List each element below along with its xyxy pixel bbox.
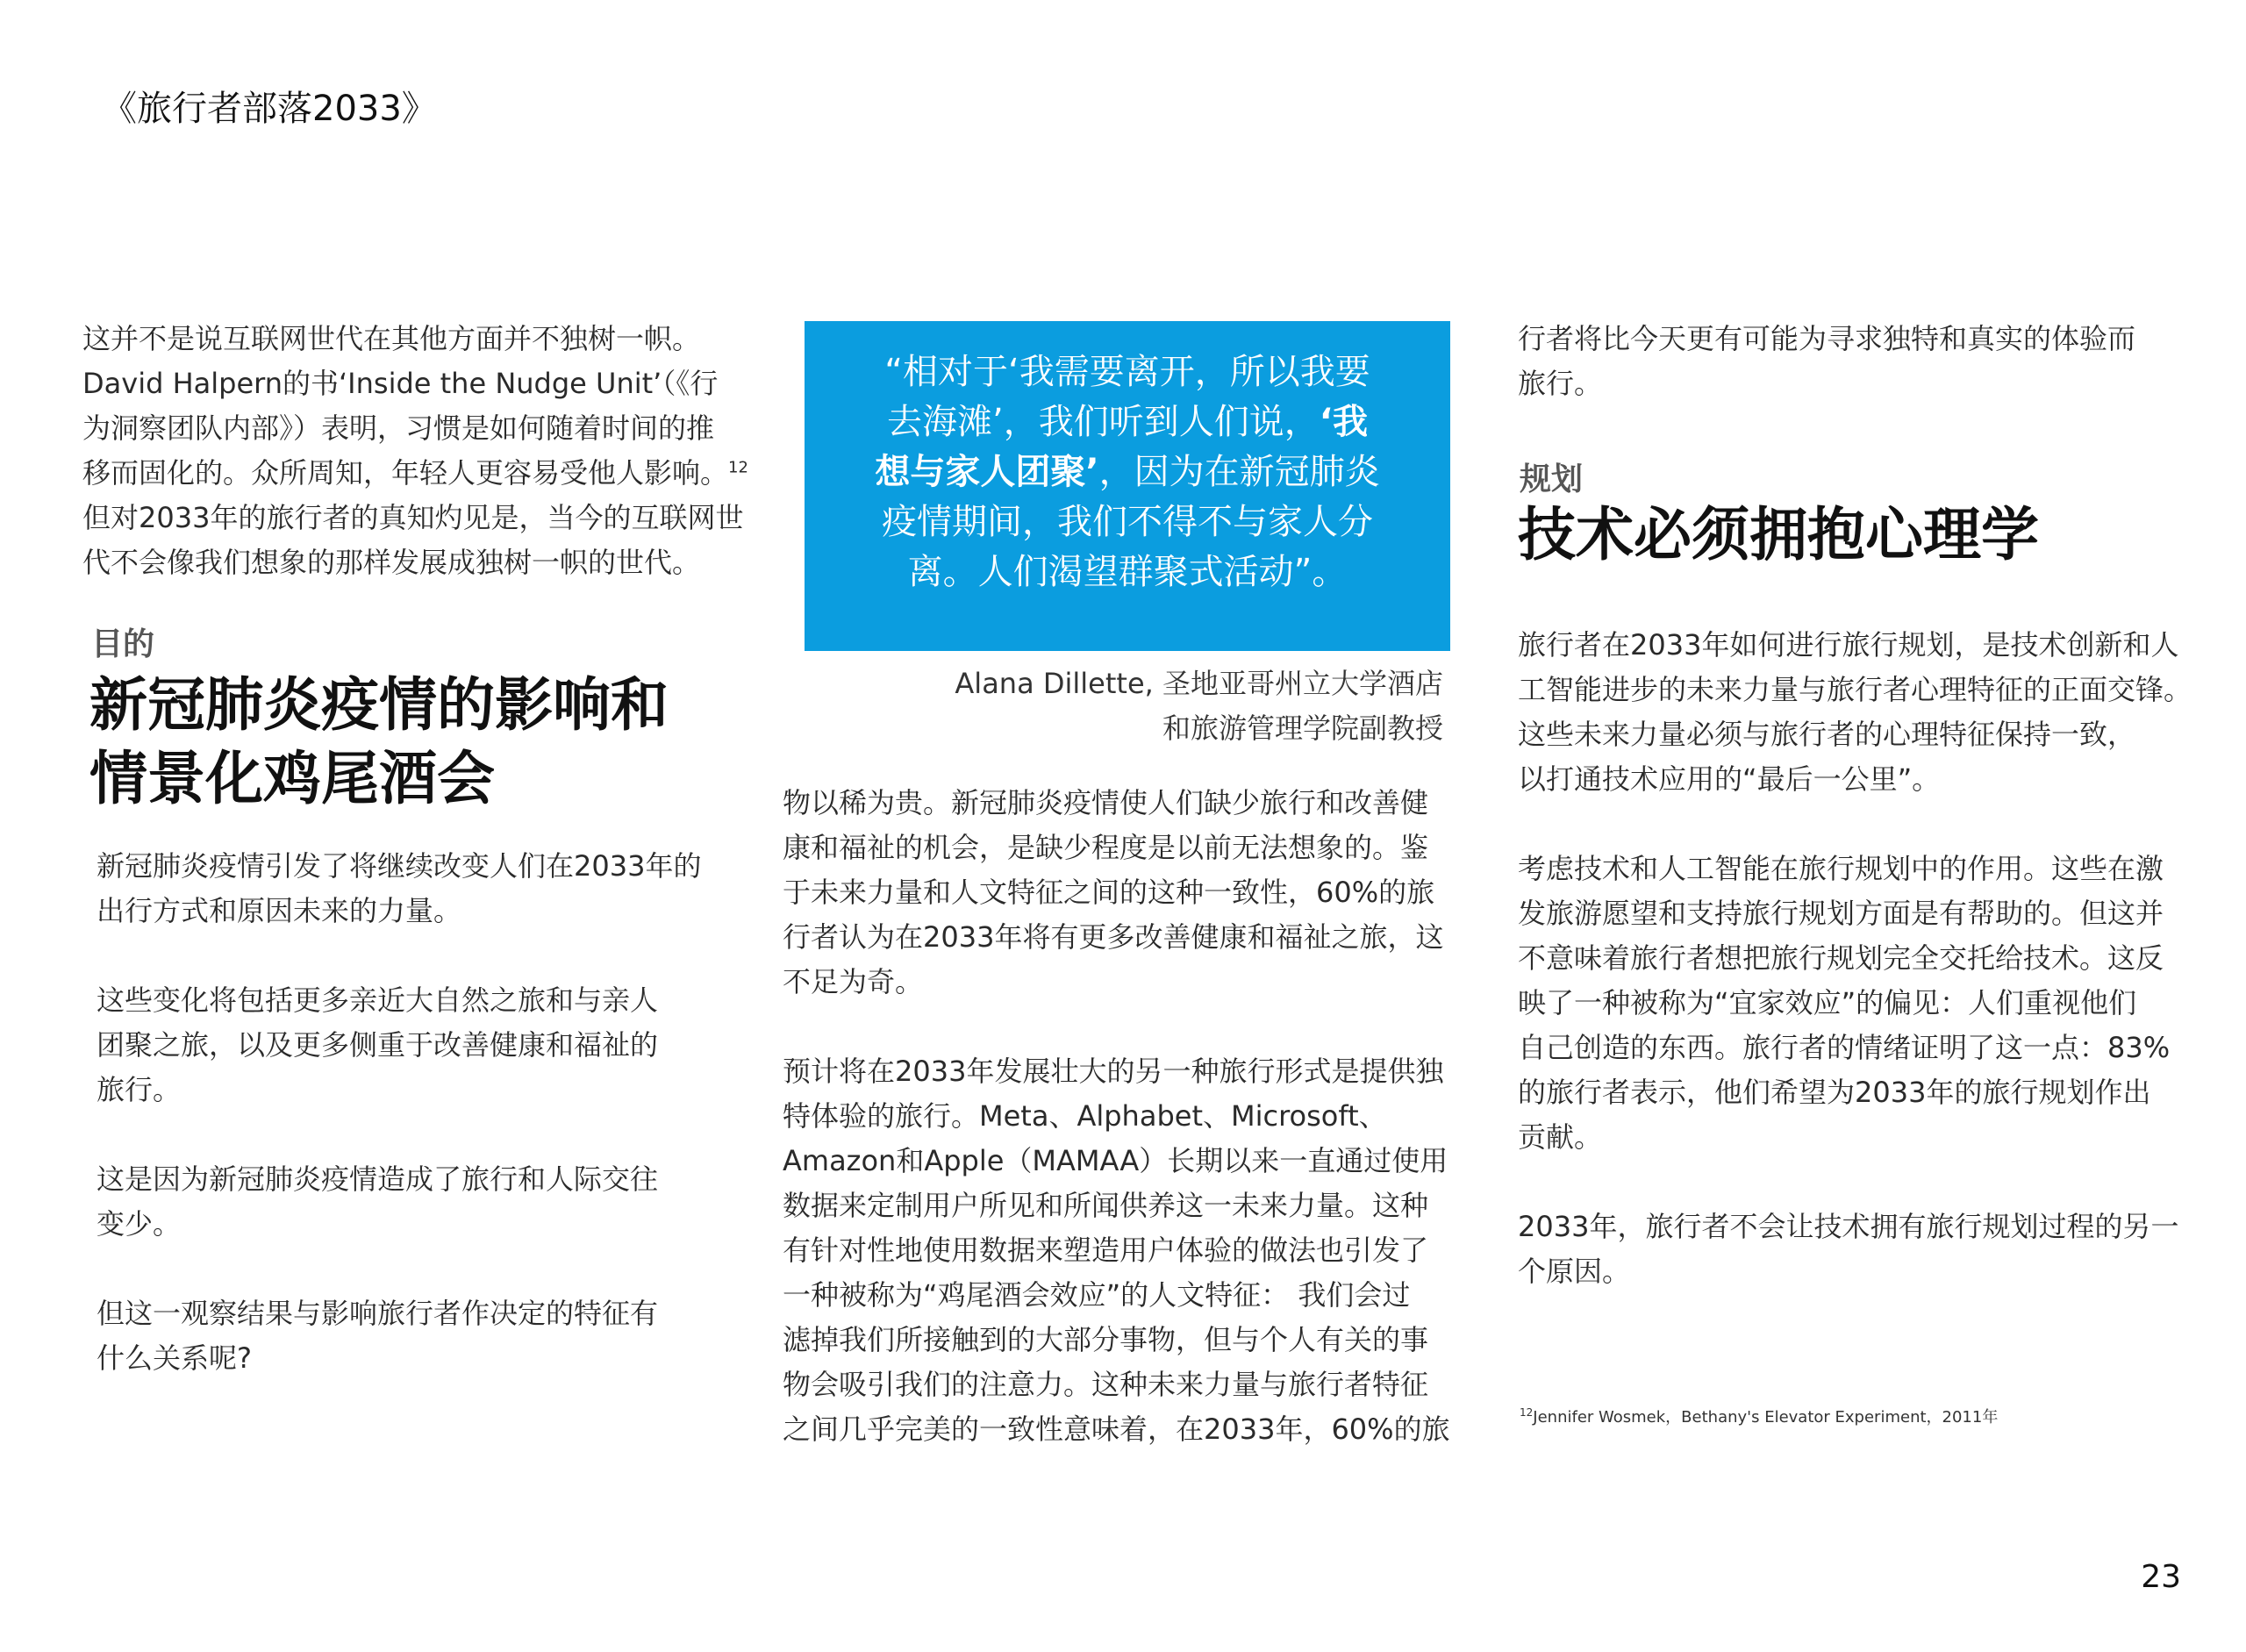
left-intro xyxy=(82,317,758,585)
footnote-number: 12 xyxy=(1520,1406,1534,1419)
quote-line: 去海滩’，我们听到人们说，‘我 xyxy=(887,402,1368,442)
section-label-purpose: 目的 xyxy=(91,626,155,662)
quote-line: 离。人们渴望群聚式活动”。 xyxy=(907,552,1348,592)
footnote-reference[interactable]: 12 xyxy=(728,458,748,477)
section-heading-tech: 技术必须拥抱心理学 xyxy=(1518,501,2039,569)
section-heading-covid: 新冠肺炎疫情的影响和 情景化鸡尾酒会 xyxy=(89,671,669,812)
middle-body: 物以稀为贵。新冠肺炎疫情使人们缺少旅行和改善健 康和福祉的机会，是缺少程度是以前无法想象的。鉴 于未来力量和人文特征之间的这种一致性，60%的旅 行者认为在2033年将有更多改善健康和福祉之旅，这 不足为奇。 预计将在2033年发展壮大的另一种旅行形式是提供独 特体验的旅行。Meta、Alphabet、Microsoft、 Amazon和Apple（MAMAA）长期以来一直通过使用 数据来定制用户所见和所闻供养这一未来力量。这种 有针对性地使用数据来塑造用户体验的做法也引发了 一种被称为“鸡尾酒会效应”的人文特征： 我们会过 滤掉我们所接触到的大部分事物，但与个人有关的事 物会吸引我们的注意力。这种未来力量与旅行者特征 之间几乎完美的一致性意味着，在2033年，60%的旅 xyxy=(783,786,1450,1446)
left-body: 新冠肺炎疫情引发了将继续改变人们在2033年的 出行方式和原因未来的力量。 这些变化将包括更多亲近大自然之旅和与亲人 团聚之旅，以及更多侧重于改善健康和福祉的 旅行。 这是因为新冠肺炎疫情造成了旅行和人际交往 变少。 但这一观察结果与影响旅行者作决定的特征有 什么关系呢? xyxy=(97,849,702,1375)
right-body: 旅行者在2033年如何进行旅行规划，是技术创新和人 工智能进步的未来力量与旅行者心理特征的正面交锋。 这些未来力量必须与旅行者的心理特征保持一致， 以打通技术应用的“最后一公里”。 考虑技术和人工智能在旅行规划中的作用。这些在激 发旅游愿望和支持旅行规划方面是有帮助的。但这并 不意味着旅行者想把旅行规划完全交托给技术。这反 映了一种被称为“宜家效应”的偏见：人们重视他们 自己创造的东西。旅行者的情绪证明了这一点：83% 的旅行者表示，他们希望为2033年的旅行规划作出 贡献。 2033年，旅行者不会让技术拥有旅行规划过程的另一 个原因。 xyxy=(1518,628,2192,1288)
section-label-planning: 规划 xyxy=(1520,461,1584,497)
footnote xyxy=(1520,1405,1998,1427)
page-number: 23 xyxy=(2141,1559,2181,1595)
footnote-text: Jennifer Wosmek，Bethany's Elevator Experiment，2011年 xyxy=(1533,1408,1999,1427)
left-intro-line: 为洞察团队内部》）表明，习惯是如何随着时间的推 xyxy=(82,411,715,445)
left-intro-line: 代不会像我们想象的那样发展成独树一帜的世代。 xyxy=(82,546,701,579)
left-intro-line: David Halpern的书‘Inside the Nudge Unit’（《行 xyxy=(82,367,719,400)
left-intro-line: 这并不是说互联网世代在其他方面并不独树一帜。 xyxy=(82,322,701,355)
left-intro-line: 但对2033年的旅行者的真知灼见是，当今的互联网世 xyxy=(82,501,744,534)
left-intro-line: 移而固化的。众所周知，年轻人更容易受他人影响。$^{12}$ xyxy=(82,456,748,490)
quote-line: “相对于‘我需要离开，所以我要 xyxy=(884,352,1370,392)
right-intro: 行者将比今天更有可能为寻求独特和真实的体验而 旅行。 xyxy=(1518,322,2136,400)
quote-line: 想与家人团聚’，因为在新冠肺炎 xyxy=(875,452,1380,492)
document-title: 《旅行者部落2033》 xyxy=(102,89,437,129)
quote-line: 疫情期间，我们不得不与家人分 xyxy=(882,502,1373,542)
quote-attribution: Alana Dillette, 圣地亚哥州立大学酒店 和旅游管理学院副教授 xyxy=(955,667,1443,745)
pull-quote-box xyxy=(805,321,1450,651)
